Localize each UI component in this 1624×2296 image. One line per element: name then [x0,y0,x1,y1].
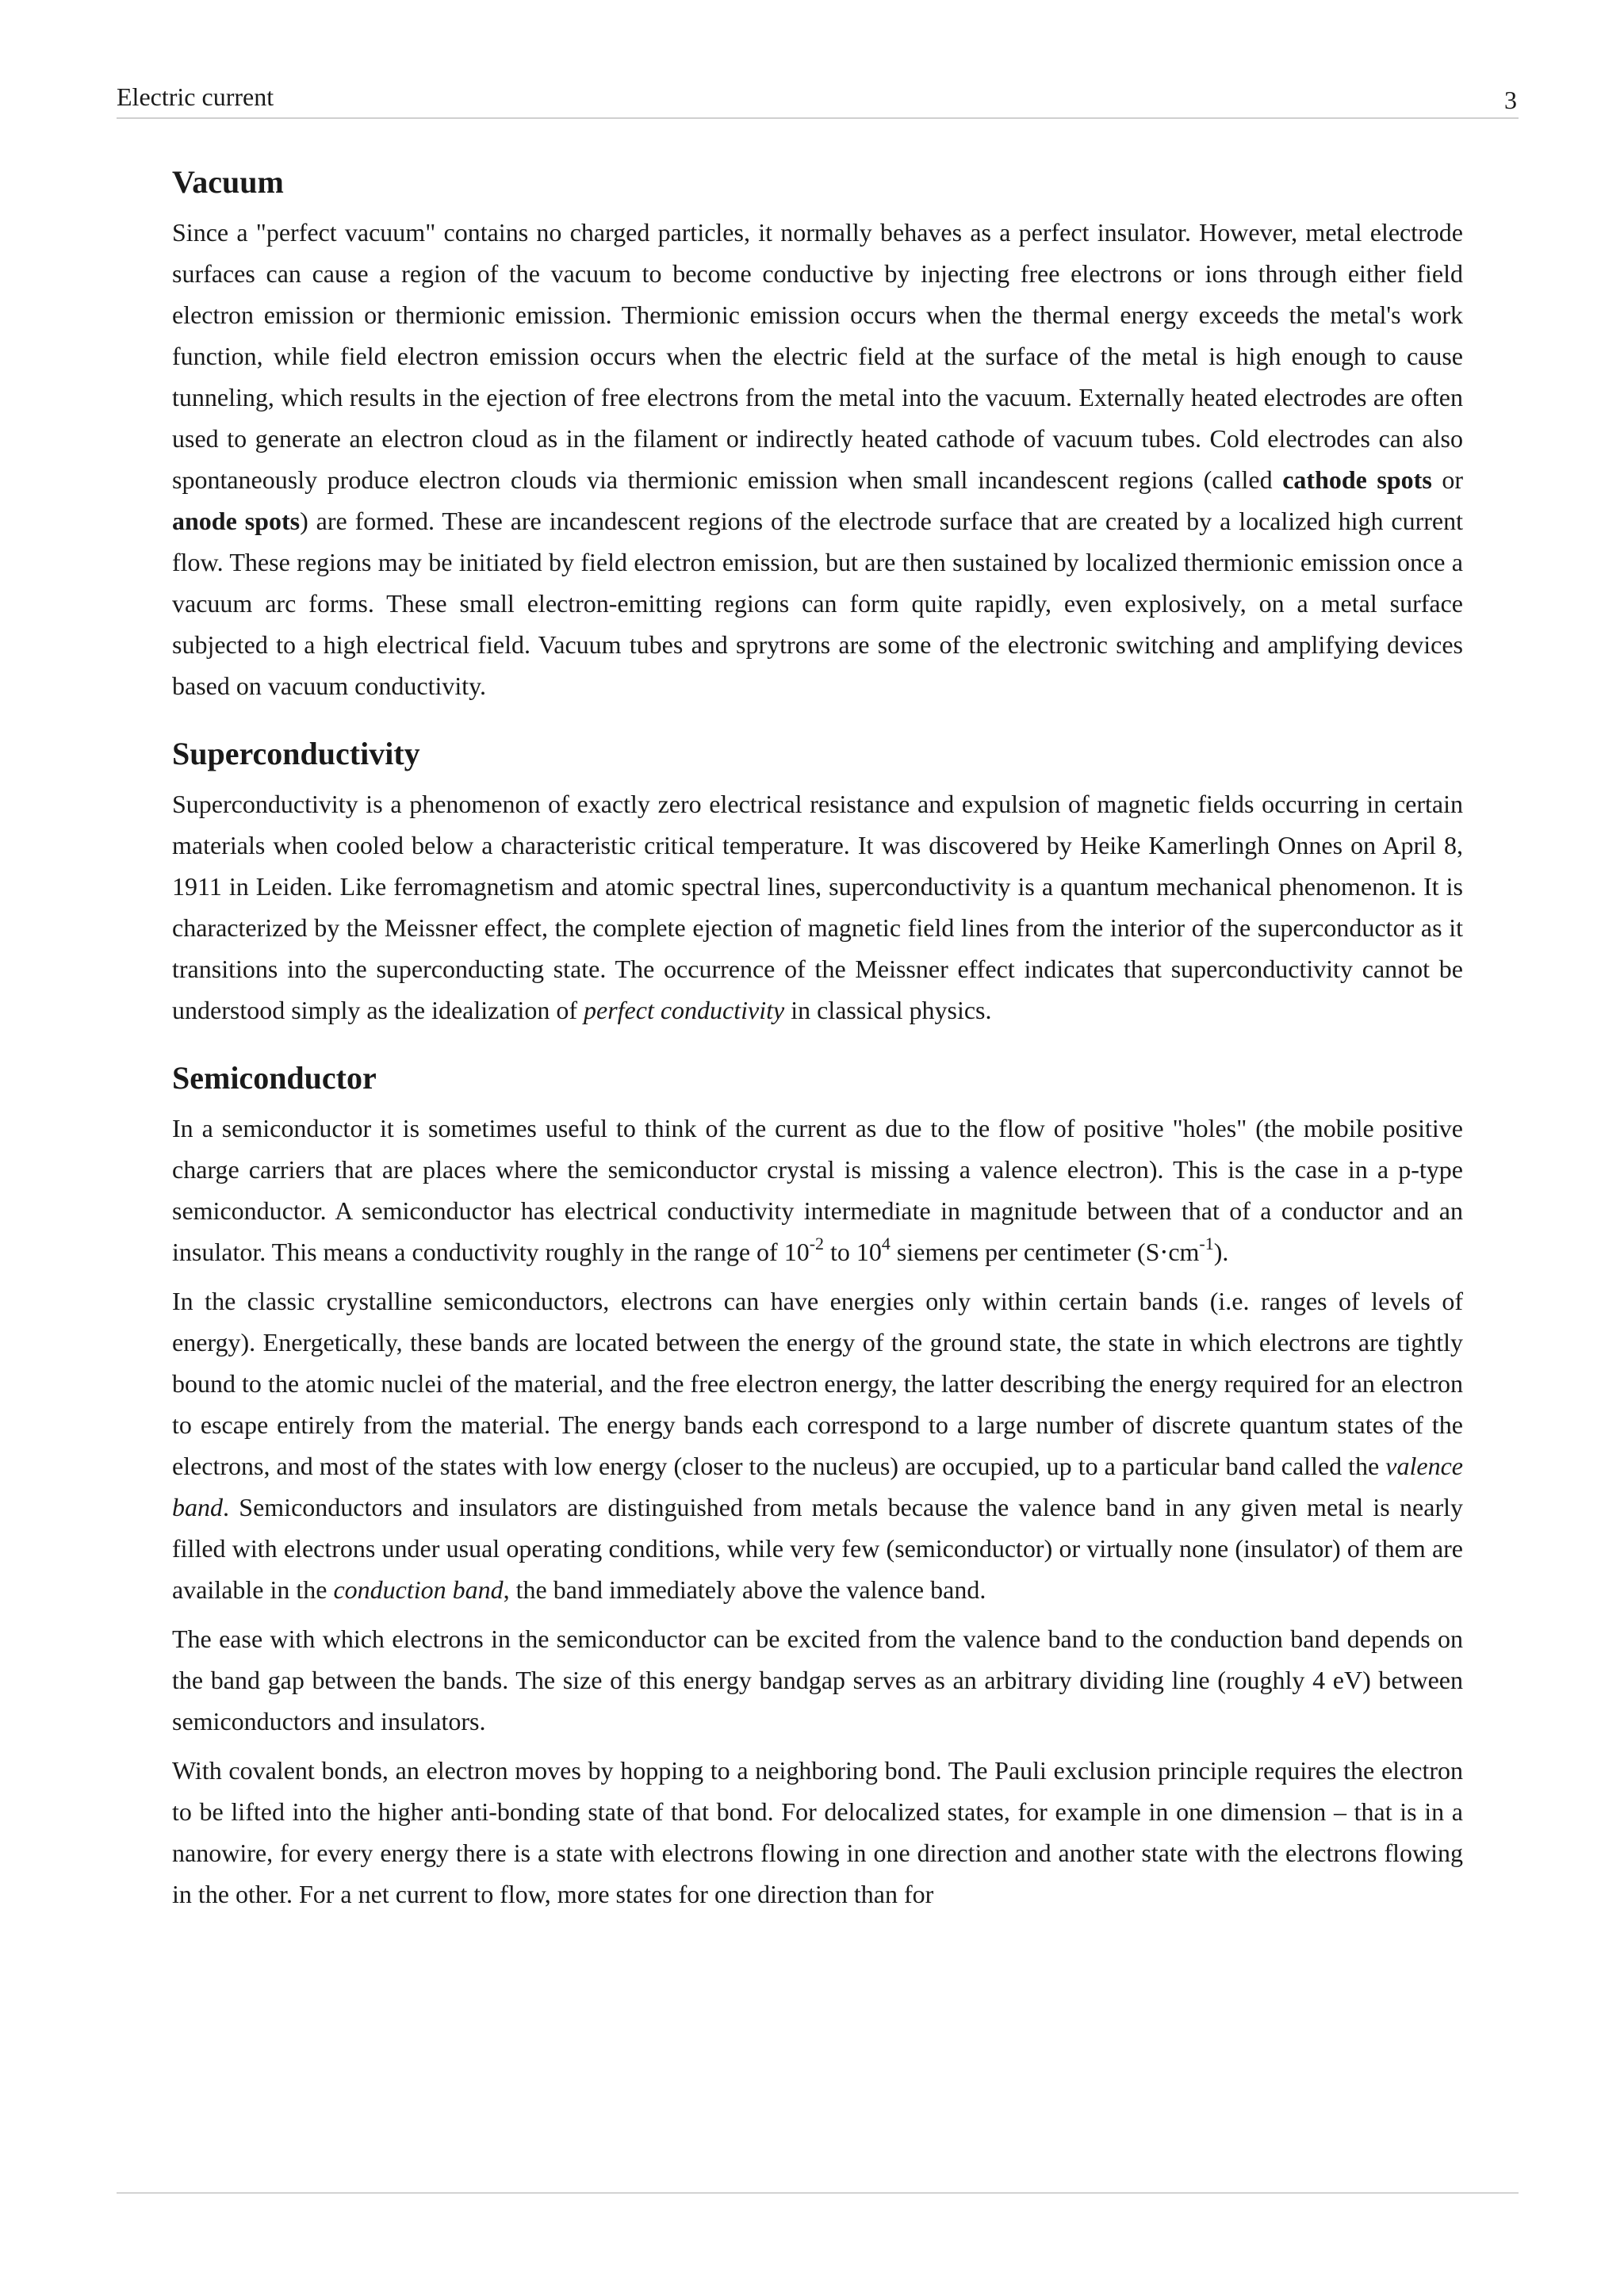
section-heading-vacuum: Vacuum [172,164,284,200]
running-title: Electric current [117,82,274,111]
superscript: -1 [1199,1234,1214,1254]
text-run: or [1431,465,1464,494]
text-run: Superconductivity is a phenomenon of exactly zero electrical resistance and expulsion of magnetic fields occurring in certain materials when cooled below a characteristic critical temperature. It was discovered by Heike Kamerlingh Onnes on April 8, 1911 in Leiden. Like ferromagnetism and atomic spectral lines, superconductivity is a quantum mechanical phenomenon. It is characterized by the Meissner effect, the complete ejection of magnetic field lines from the interior of the superconductor as it transitions into the superconducting state. The occurrence of the Meissner effect indicates that superconductivity cannot be understood simply as the idealization of [172,790,1463,1024]
paragraph: The ease with which electrons in the semiconductor can be excited from the valence band to the conduction band depends on the band gap between the bands. The size of this energy bandgap serves as an arbitrary dividing line (roughly 4 eV) between semiconductors and insulators. [172,1624,1463,1735]
section-vacuum [172,162,1463,706]
paragraph [172,783,1463,1031]
term-anode-spots: anode spots [172,507,301,535]
term-perfect-conductivity: perfect conductivity [584,996,785,1024]
term-valence-band: valence band [172,1452,1463,1521]
superscript: 4 [881,1234,891,1254]
section-heading-superconductivity: Superconductivity [172,736,420,771]
footer-rule [117,2192,1519,2194]
text-run: in classical physics. [784,996,992,1024]
section-superconductivity [172,733,1463,1031]
term-cathode-spots: cathode spots [1282,465,1432,494]
text-run: , the band immediately above the valence band. [503,1575,986,1604]
paragraph [172,1280,1463,1610]
section-heading-semiconductor: Semiconductor [172,1060,377,1096]
text-run: ). [1213,1238,1229,1266]
text-run: . Semiconductors and insulators are distinguished from metals because the valence band in any given metal is nearly filled with electrons under usual operating conditions, while very few (semiconductor) or virtually none (insulator) of them are available in the [172,1493,1463,1604]
text-run: In a semiconductor it is sometimes useful to think of the current as due to the flow of positive "holes" (the mobile positive charge carriers that are places where the semiconductor crystal is missing a valence electron). This is the case in a p-type semiconductor. A semiconductor has electrical conductivity intermediate in magnitude between that of a conductor and an insulator. This means a conductivity roughly in the range of 10 [172,1114,1463,1266]
page-number: 3 [1504,86,1517,114]
text-run: ) are formed. These are incandescent regions of the electrode surface that are created by a localized high current flow. These regions may be initiated by field electron emission, but are then sustained by localized thermionic emission once a vacuum arc forms. These small electron-emitting regions can form quite rapidly, even explosively, on a metal surface subjected to a high electrical field. Vacuum tubes and sprytrons are some of the electronic switching and amplifying devices based on vacuum conductivity. [172,507,1464,700]
paragraph: With covalent bonds, an electron moves by hopping to a neighboring bond. The Pauli exclusion principle requires the electron to be lifted into the higher anti-bonding state of that bond. For delocalized states, for example in one dimension – that is in a nanowire, for every energy there is a state with electrons flowing in one direction and another state with the electrons flowing in the other. For a net current to flow, more states for one direction than for [172,1756,1463,1908]
text-run: In the classic crystalline semiconductors, electrons can have energies only within certain bands (i.e. ranges of levels of energy). Energetically, these bands are located between the energy of the ground state, the state in which electrons are tightly bound to the atomic nuclei of the material, and the free electron energy, the latter describing the energy required for an electron to escape entirely from the material. The energy bands each correspond to a large number of discrete quantum states of the electrons, and most of the states with low energy (closer to the nucleus) are occupied, up to a particular band called the [172,1287,1463,1480]
article-body [172,162,1463,1923]
text-run: siemens per centimeter (S⋅cm [890,1238,1200,1266]
superscript: -2 [809,1234,825,1254]
running-header [117,76,1519,119]
text-run: to 10 [824,1238,882,1266]
section-semiconductor [172,1058,1463,1915]
term-conduction-band: conduction band [333,1575,504,1604]
paragraph [172,212,1463,706]
text-run: Since a "perfect vacuum" contains no charged particles, it normally behaves as a perfect insulator. However, metal electrode surfaces can cause a region of the vacuum to become conductive by injecting free electrons or ions through either field electron emission or thermionic emission. Thermionic emission occurs when the thermal energy exceeds the metal's work function, while field electron emission occurs when the electric field at the surface of the metal is high enough to cause tunneling, which results in the ejection of free electrons from the metal into the vacuum. Externally heated electrodes are often used to generate an electron cloud as in the filament or indirectly heated cathode of vacuum tubes. Cold electrodes can also spontaneously produce electron clouds via thermionic emission when small incandescent regions (called [172,218,1463,494]
paragraph [172,1108,1463,1272]
